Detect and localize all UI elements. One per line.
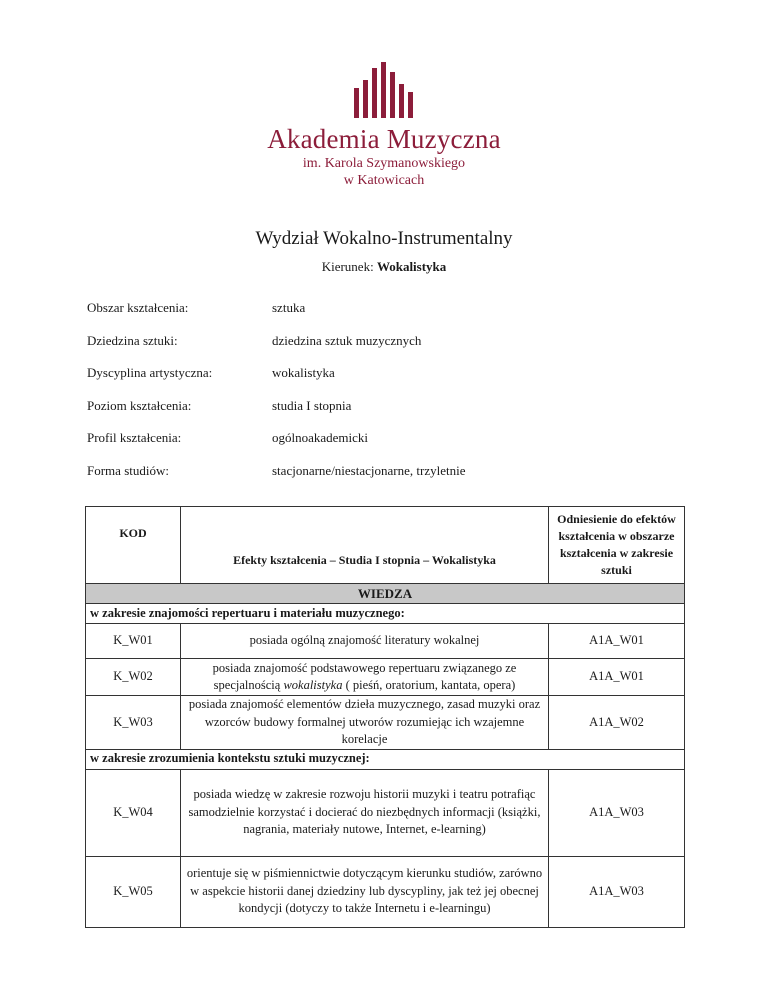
info-value: wokalistyka: [272, 365, 335, 380]
table-header-row: [86, 507, 685, 584]
row-reference: A1A_W01: [549, 624, 685, 659]
header-code: KOD: [86, 507, 181, 584]
subsection-row: [86, 604, 685, 624]
row-effect: [181, 659, 549, 696]
row-reference: A1A_W03: [549, 769, 685, 856]
row-effect-specialty: wokalistyka: [283, 678, 343, 692]
table-row: [86, 624, 685, 659]
info-row: [87, 430, 465, 463]
info-value: studia I stopnia: [272, 397, 352, 413]
section-title: WIEDZA: [86, 584, 685, 604]
section-row: [86, 584, 685, 604]
info-label: Dyscyplina artystyczna:: [87, 365, 213, 380]
subsection-title: w zakresie zrozumienia kontekstu sztuki muzycznej:: [86, 749, 685, 769]
field-of-study: [0, 259, 768, 275]
row-reference: A1A_W03: [549, 856, 685, 927]
row-effect: posiada znajomość elementów dzieła muzycznego, zasad muzyki oraz wzorców budowy formalnej utworów rozumiejąc ich wzajemne korelacje: [181, 696, 549, 750]
row-effect-part: posiada znajomość podstawowego repertuaru związanego ze specjalnością: [212, 660, 517, 692]
academy-subtitle-1: im. Karola Szymanowskiego: [302, 156, 466, 171]
table-row: [86, 696, 685, 750]
table-row: [86, 769, 685, 856]
academy-subtitle-2: w Katowicach: [343, 173, 425, 188]
info-value: dziedzina sztuk muzycznych: [272, 332, 422, 348]
info-value: ogólnoakademicki: [272, 430, 369, 445]
info-label: Forma studiów:: [87, 462, 169, 478]
learning-outcomes-table: [85, 506, 685, 928]
academy-logo: [0, 62, 768, 189]
info-label: Dziedzina sztuki:: [87, 332, 178, 348]
header-effects: Efekty kształcenia – Studia I stopnia – Wokalistyka: [181, 507, 549, 584]
row-code: K_W02: [86, 659, 181, 696]
faculty-title: Wydział Wokalno-Instrumentalny: [255, 228, 513, 249]
row-reference: A1A_W01: [549, 659, 685, 696]
academy-name: Akademia Muzyczna: [267, 124, 501, 154]
row-effect-part: ( pieśń, oratorium, kantata, opera): [342, 678, 516, 692]
row-effect: posiada wiedzę w zakresie rozwoju historii muzyki i teatru potrafiąc samodzielnie korzystać i docierać do niezbędnych informacji (książki, nagrania, materiały nutowe, Internet, e-learning): [181, 769, 549, 856]
info-value: sztuka: [272, 300, 306, 315]
row-effect: orientuje się w piśmiennictwie dotyczącym kierunku studiów, zarówno w aspekcie historii danej dziedziny lub dyscypliny, jak też jej obecnej kondycji (dotyczy to także Internetu i e-learningu): [181, 856, 549, 927]
row-code: K_W04: [86, 769, 181, 856]
field-label: Kierunek:: [321, 259, 377, 274]
row-effect: posiada ogólną znajomość literatury wokalnej: [181, 624, 549, 659]
info-value: stacjonarne/niestacjonarne, trzyletnie: [272, 462, 466, 478]
info-label: Obszar kształcenia:: [87, 300, 189, 315]
info-list: [87, 300, 465, 495]
table-row: [86, 659, 685, 696]
info-label: Profil kształcenia:: [87, 430, 182, 445]
table-row: [86, 856, 685, 927]
header-reference: Odniesienie do efektów kształcenia w obszarze kształcenia w zakresie sztuki: [549, 507, 685, 584]
info-row: [87, 333, 465, 366]
organ-pipes-logo-icon: [352, 62, 416, 118]
info-row: [87, 300, 465, 333]
field-value: Wokalistyka: [376, 259, 447, 274]
info-row: [87, 398, 465, 431]
row-code: K_W01: [86, 624, 181, 659]
row-code: K_W03: [86, 696, 181, 750]
info-row: [87, 463, 465, 496]
subsection-title: w zakresie znajomości repertuaru i materiału muzycznego:: [86, 604, 685, 624]
row-code: K_W05: [86, 856, 181, 927]
row-reference: A1A_W02: [549, 696, 685, 750]
info-row: [87, 365, 465, 398]
info-label: Poziom kształcenia:: [87, 397, 192, 413]
subsection-row: [86, 749, 685, 769]
